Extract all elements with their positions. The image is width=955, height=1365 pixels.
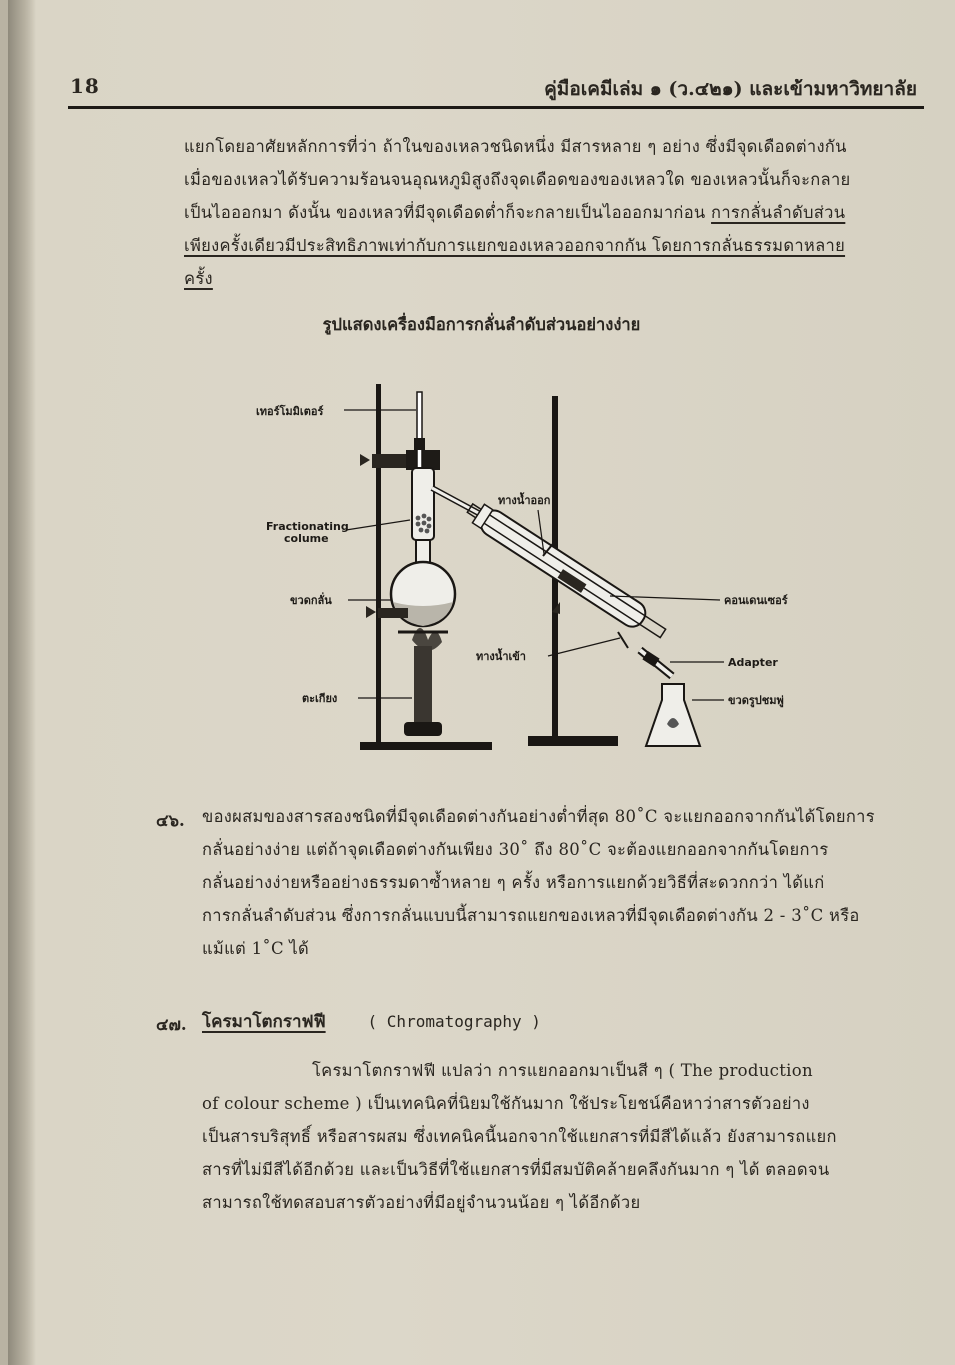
intro-line4-underlined: เพียงครั้งเดียวมีประสิทธิภาพเท่ากับการแยกของเหลวออกจากกัน โดยการกลั่นธรรมดาหลาย xyxy=(184,236,846,255)
item47-paragraph xyxy=(202,1054,837,1219)
condenser-jacket xyxy=(476,506,650,631)
label-water-in: ทางน้ำเข้า xyxy=(476,650,526,663)
item47-line: สารที่ไม่มีสีได้อีกด้วย และเป็นวิธีที่ใช้แยกสารที่มีสมบัติคล้ายคลึงกันมาก ๆ ได้ ตลอดจน xyxy=(202,1160,830,1179)
label-fractionating-1: Fractionating xyxy=(266,520,349,533)
label-water-out: ทางน้ำออก xyxy=(498,494,551,507)
item46-line: แม้แต่ 1˚C ได้ xyxy=(202,939,310,958)
top-clamp xyxy=(372,454,410,468)
item47-number: ๔๗. xyxy=(156,1015,187,1034)
item46-line: การกลั่นลำดับส่วน ซึ่งการกลั่นแบบนี้สามารถแยกของเหลวที่มีจุดเดือดต่างกัน 2 - 3˚C หรือ xyxy=(202,906,860,925)
label-adapter: Adapter xyxy=(728,656,778,669)
label-fractionating-2: colume xyxy=(284,532,329,545)
item46-number: ๔๖. xyxy=(156,811,185,830)
intro-line: เมื่อของเหลวได้รับความร้อนจนอุณหภูมิสูงถึงจุดเดือดของของเหลวใด ของเหลวนั้นก็จะกลาย xyxy=(184,170,851,189)
label-condenser: คอนเดนเซอร์ xyxy=(724,594,788,607)
burner xyxy=(414,646,432,726)
book-page xyxy=(8,0,955,1365)
item47-line: โครมาโตกราฟฟี แปลว่า การแยกออกมาเป็นสี ๆ ( The production xyxy=(312,1061,813,1080)
item47-title-thai: โครมาโตกราฟฟี xyxy=(202,1012,326,1032)
running-title: คู่มือเคมีเล่ม ๑ (ว.๔๒๑) และเข้ามหาวิทยาลัย xyxy=(544,78,917,100)
item46-line: ของผสมของสารสองชนิดที่มีจุดเดือดต่างกันอย่างต่ำที่สุด 80˚C จะแยกออกจากกันได้โดยการ xyxy=(202,807,875,826)
intro-line: แยกโดยอาศัยหลักการที่ว่า ถ้าในของเหลวชนิดหนึ่ง มีสารหลาย ๆ อย่าง ซึ่งมีจุดเดือดต่างกัน xyxy=(184,137,847,156)
item47-title xyxy=(202,1008,541,1035)
distillation-figure xyxy=(8,370,955,770)
page-number: 18 xyxy=(70,74,100,98)
header-rule xyxy=(68,106,924,109)
intro-line xyxy=(184,196,851,229)
intro-paragraph xyxy=(184,130,851,295)
conical-flask xyxy=(646,684,700,746)
label-burner: ตะเกียง xyxy=(302,692,338,705)
left-stand-rod xyxy=(376,384,381,744)
label-flask: ขวดกลั่น xyxy=(290,594,332,607)
item46-paragraph xyxy=(202,800,875,965)
item47-title-en: ( Chromatography ) xyxy=(367,1012,541,1031)
item47-line: เป็นสารบริสุทธิ์ หรือสารผสม ซึ่งเทคนิคนี้นอกจากใช้แยกสารที่มีสีได้แล้ว ยังสามารถแยก xyxy=(202,1127,837,1146)
item46-line: กลั่นอย่างง่าย แต่ถ้าจุดเดือดต่างกันเพียง 30˚ ถึง 80˚C จะต้องแยกออกจากกันโดยการ xyxy=(202,840,829,859)
right-stand-base xyxy=(528,736,618,746)
item46-line: กลั่นอย่างง่ายหรืออย่างธรรมดาซ้ำหลาย ๆ ครั้ง หรือการแยกด้วยวิธีที่สะดวกกว่า ได้แก่ xyxy=(202,873,825,892)
intro-line5-underlined: ครั้ง xyxy=(184,269,213,288)
label-thermometer: เทอร์โมมิเตอร์ xyxy=(256,405,324,418)
item47-line: of colour scheme ) เป็นเทคนิคที่นิยมใช้กันมาก ใช้ประโยชน์คือหาว่าสารตัวอย่าง xyxy=(202,1094,810,1113)
figure-caption: รูปแสดงเครื่องมือการกลั่นลำดับส่วนอย่างง่าย xyxy=(322,315,641,334)
intro-line3-plain: เป็นไอออกมา ดังนั้น ของเหลวที่มีจุดเดือดต่ำก็จะกลายเป็นไอออกมาก่อน xyxy=(184,203,712,222)
label-conical-flask: ขวดรูปชมพู่ xyxy=(728,694,784,707)
item47-line: สามารถใช้ทดสอบสารตัวอย่างที่มีอยู่จำนวนน้อย ๆ ได้อีกด้วย xyxy=(202,1193,641,1212)
intro-line3-underlined: การกลั่นลำดับส่วน xyxy=(711,203,846,222)
